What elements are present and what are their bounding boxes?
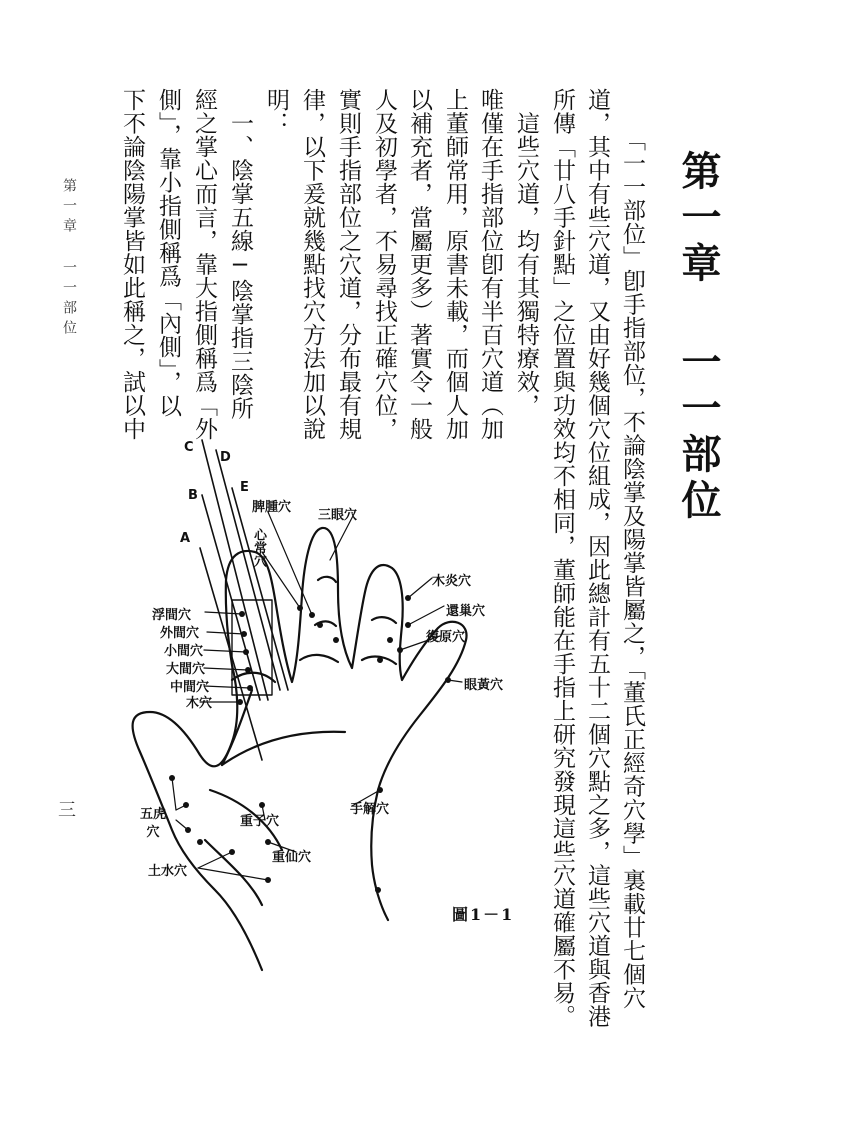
body-column-14: 側」，靠小指側稱爲「內側」，以 [155,88,181,418]
line-letter-a: A [180,531,191,546]
label-huanchao: 還巢穴 [446,604,486,619]
line-letter-e: E [240,480,249,495]
body-column-13: 經之掌心而言，靠大指側稱爲「外 [191,88,217,441]
body-column-1: 「一一部位」卽手指部位，不論陰掌及陽掌皆屬之，「董氏正經奇穴學」裏載廿七個穴 [619,128,645,1010]
label-yanhuang: 眼黃穴 [464,678,504,693]
figure-caption: 圖1－1 [452,905,515,924]
label-tongzi: 重子穴 [240,814,280,829]
body-column-2: 道，其中有些穴道，又由好幾個穴位組成，因此總計有五十二個穴點之多，這些穴道與香港 [584,88,610,1028]
label-shoujie: 手解穴 [350,802,390,817]
chapter-title: 第一章 一一部位 [675,150,722,525]
body-column-7: 以補充者，當屬更多）著實令一般 [406,88,432,441]
body-column-4: 這些穴道，均有其獨特療效， [513,88,539,417]
body-column-8: 人及初學者，不易尋找正確穴位， [371,88,397,441]
label-dajian: 大間穴 [166,662,206,677]
body-column-15: 下不論陰陽掌皆如此稱之，試以中 [119,88,145,441]
line-letter-c: C [184,440,194,455]
label-tushui: 土水穴 [148,864,188,879]
label-mu: 木穴 [186,696,213,711]
label-fuyuan: 復原穴 [426,630,466,645]
label-sanyan: 三眼穴 [318,508,358,523]
label-pihan: 脾腫穴 [252,500,292,515]
body-column-9: 實則手指部位之穴道，分布最有規 [335,88,361,441]
label-muyan: 木炎穴 [432,574,472,589]
line-letter-b: B [188,488,198,503]
label-zhongjian: 中間穴 [170,680,210,695]
body-column-12: 一、陰掌五線─陰掌指三陰所 [227,88,253,420]
body-column-3: 所傳「廿八手針點」之位置與功效均不相同，董師能在手指上研究發現這些穴道確屬不易。 [549,88,575,1028]
body-column-5: 唯僅在手指部位卽有半百穴道（加 [477,88,503,441]
label-waijian: 外間穴 [160,626,200,641]
hand-outline [133,528,467,970]
body-column-10: 律，以下爰就幾點找穴方法加以說 [299,88,325,441]
line-letter-d: D [220,450,231,465]
running-head: 第一章 一一部位 [61,178,77,340]
label-xiaojian: 小間穴 [164,644,204,659]
label-tongxian: 重仙穴 [272,850,312,865]
label-xinchang: 心常穴 [251,528,266,567]
body-column-11: 明： [263,88,289,135]
page-number: 三 [55,800,76,819]
body-column-6: 上董師常用，原書未載，而個人加 [442,88,468,441]
label-wuhu: 五虎穴 [139,807,166,841]
label-fujian: 浮間穴 [152,608,192,623]
